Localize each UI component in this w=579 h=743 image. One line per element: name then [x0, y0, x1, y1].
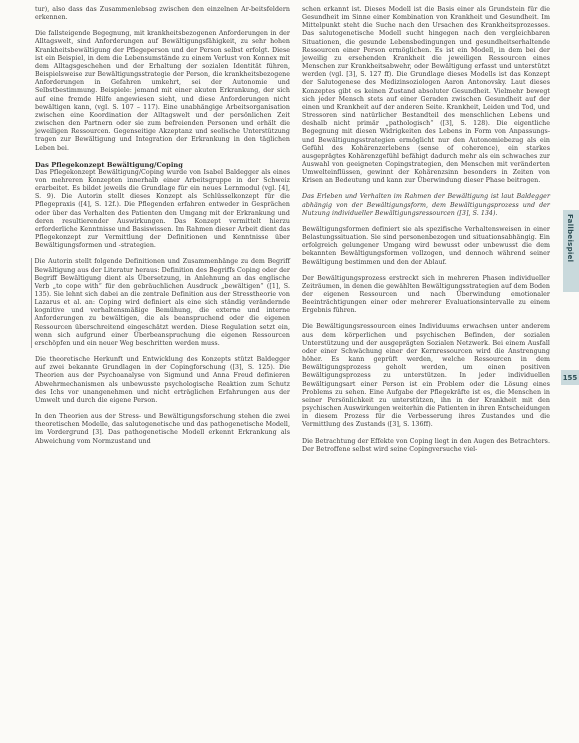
paragraph: schen erkannt ist. Dieses Modell ist die Basis einer als Grundstein für die Gesundheit im Sinne einer Kombination von Krankheit und Gesundheit. Im Mittelpunkt steht die Suche nach den Ursachen des Krankheitsprozesses. Das salutogenetische Modell sucht hingegen nach den vergleichbaren Situationen, die gesunde Lebensbedingungen und gesundheitserhaltende Ressourcen einer Person ermöglichen. Es ist ein Modell, in dem bei der jeweilig zu ersehenden Krankheit die jeweiligen Ressourcen eines Menschen zur Krankheitsabwehr, oder Bewältigung erfasst und unterstützt werden (vgl. [3], S. 127 ff). Die Grundlage dieses Modells ist das Konzept der Salutogenese des Medizinsoziologen Aaron Antonovsky. Laut dieses Konzeptes gibt es keinen Zustand absoluter Gesundheit. Vielmehr bewegt sich jeder Mensch stets auf einer Geraden zwischen Gesundheit auf der einen und Krankheit auf der anderen Seite. Krankheit, Leiden und Tod, und Stressoren sind natürlicher Bestandteil des menschlichen Lebens und deshalb nicht primär „pathologisch“ ([3], S. 128). Die eigentliche Begegnung mit diesen Widrigkeiten des Lebens in Form von Anpassungs- und Bewältigungsstrategien ermöglicht nur den Autonomiebezug als ein Gefühl des Kohärenzerlebens (sense of coherence), ein starkes ausgeprägtes Kohärenzgefühl befähigt dadurch mehr als ein schwaches zur Auswahl von geeigneten Copingstrategien, den Menschen mit veränderten Umwelteinflüssen, gewinnt der Kohärenzsinn besonders in Zeiten von Krisen an Bedeutung und kann zur Überwindung dieser Phase beitragen. [302, 6, 550, 185]
page-number: 155 [561, 370, 579, 385]
paragraph: In den Theorien aus der Stress- und Bewältigungsforschung stehen die zwei theoretischen Modelle, das salutogenetische und das pathogenetische Modell, im Vordergrund [3]. Das pathogenetische Modell erkennt Erkrankung als Abweichung vom Normzustand und [35, 413, 290, 445]
paragraph: Die fallsteigende Begegnung, mit krankheitsbezogenen Anforderungen in der Alltagswelt, sind Anforderungen auf Bewältigungsfähigkeit, zu sehr hohen Krankheitsbewältigung der Pflegeperson und der Person selbst erfolgt. Diese ist ein Beispiel, in dem die Lebensumstände zu einem Verlust von Konnex mit dem Alltagsgeschehen und der Erhaltung der sozialen Identität führen, Beispielsweise zur Bewältigungsstrategie der Person, die krankheitsbezogene Anforderungen in Gefahren umkehrt, sei der Autonomie und Selbstbestimmung. Beispiele: jemand mit einer akuten Erkrankung, der sich auf eine fremde Hilfe angewiesen sieht, und diese Anforderungen nicht bewältigen kann, (vgl. S. 107 – 117). Eine unabhängige Arbeitsorganisation zwischen eine Koordination der Alltagswelt und der persönlichen Zeit zwischen den Partnern oder sie zum befreienden Personen und erhält die jeweiligen Ressourcen. Gegenseitige Akzeptanz und seelische Unterstützung tragen zur Bewältigung und Integration der Erkrankung in den täglichen Leben bei. [35, 30, 290, 152]
paragraph: Die Autorin stellt folgende Definitionen und Zusammenhänge zu dem Begriff Bewältigung aus der Literatur heraus: Definition des Begriffs Coping oder der Begriff Bewältigung dient als Übersetzung, in Anlehnung an das englische Verb „to cope with“ für den gebräuchlichen Ausdruck „bewältigen“ ([1], S. 135). Sie lehnt sich dabei an die zentrale Definition aus der Stresstheorie von Lazarus et al. an: Coping wird definiert als eine sich ständig verändernde kognitive und verhaltensmäßige Bemühung, die externe und interne Anforderungen zu bewältigen, die als beanspruchend oder die eigenen Ressourcen überschreitend eingeschätzt werden. Diese Regulation setzt ein, wenn sich aufgrund einer Überbeanspruchung die eigenen Ressourcen erschöpfen und ein neuer Weg beschritten werden muss. [31, 258, 291, 348]
paragraph: Die Betrachtung der Effekte von Coping liegt in den Augen des Betrachters. Der Betroffene selbst wird seine Copingversuche viel- [302, 437, 550, 453]
right-column [302, 6, 550, 454]
side-tab-label: Fallbeispiel [566, 214, 574, 263]
chapter-side-tab [563, 210, 579, 292]
paragraph: Der Bewältigungsprozess erstreckt sich in mehreren Phasen individueller Zeiträumen, in denen die gewählten Bewältigungsstrategien auf dem Boden der eigenen Ressourcen und nach Überwindung emotionaler Beeinträchtigungen einer oder mehrerer Evaluationsintervalle zu einem Ergebnis führen. [302, 274, 550, 315]
paragraph: Bewältigungsformen definiert sie als spezifische Verhaltensweisen in einer Belastungssituation. Sie sind personenbezogen und situationsabhängig. Ein erfolgreich gelungener Umgang wird bewusst oder unbewusst die dem bekannten Bewältigungsformen vollzogen, und dennoch während seiner Bewältigung bestimmen und den der Ablauf. [302, 225, 550, 266]
paragraph: tur), also dass das Zusammenlebsag zwischen den einzelnen Ar-beitsfeldern erkennen. [35, 6, 290, 22]
paragraph: Das Erleben und Verhalten im Rahmen der Bewältigung ist laut Baldegger abhängig von der Bewältigungsform, dem Bewältigungsprozess und der Nutzung individueller Bewältigungsressourcen ([3], S. 134). [302, 193, 550, 217]
paragraph: Das Pflegekonzept Bewältigung/Coping wurde von Isabel Baldegger als eines von mehreren Konzepten innerhalb einer Arbeitsgruppe in der Schweiz erarbeitet. Es bildet jeweils die Grundlage für ein neues Lernmodul (vgl. [4], S. 9). Die Autorin stellt dieses Konzept als Schlüsselkonzept für die Pflegepraxis ([4], S. 12f.). Die Pflegenden erfahren entweder in Gesprächen oder über das Verhalten des Patienten den Umgang mit der Erkrankung und deren resultierender Auswirkungen. Das Konzept vermittelt hierzu erforderliche Kenntnisse und Basiswissen. Im Rahmen dieser Arbeit dient das Pflegekonzept zur Vermittlung der Definitionen und Kenntnisse über Bewältigungsformen und -strategien. [35, 168, 290, 250]
left-column [35, 6, 290, 446]
paragraph: Die Bewältigungsressourcen eines Individuums erwachsen unter anderem aus dem körperlichen und psychischen Befinden, der sozialen Unterstützung und der ausgeprägten Sozialen Netzwerk. Bei einem Ausfall oder einer Schwächung einer der Kernressourcen wird die Anstrengung höher. Es kann geprüft werden, welche Ressourcen in dem Bewältigungsprozess geholt werden, um einen positiven Bewältigungsprozess zu unterstützen. In jeder individuellen Bewältigungsart einer Person ist ein Problem oder die Lösung eines Problems zu sehen. Eine Aufgabe der Pflegekräfte ist es, die Menschen in seiner Persönlichkeit zu unterstützen, ihn in der Krankheit mit den psychischen Auswirkungen weiterhin die Patienten in ihren Entscheidungen in diesem Prozess für die Verbesserung ihres Zustandes und die Vermittlung des Zustands ([3], S. 136ff). [302, 323, 550, 429]
paragraph: Die theoretische Herkunft und Entwicklung des Konzepts stützt Baldegger auf zwei bekannte Grundlagen in der Copingforschung ([3], S. 125). Die Theorien aus der Psychoanalyse von Sigmund und Anna Freud definieren Abwehrmechanismen als unbewusste psychologische Reaktion zum Schutz des Ichs vor unangenehmen und nicht erträglichen Erfahrungen aus der Umwelt und durch die eigene Person. [35, 356, 290, 404]
section-heading: Das Pflegekonzept Bewältigung/Coping [35, 160, 183, 169]
